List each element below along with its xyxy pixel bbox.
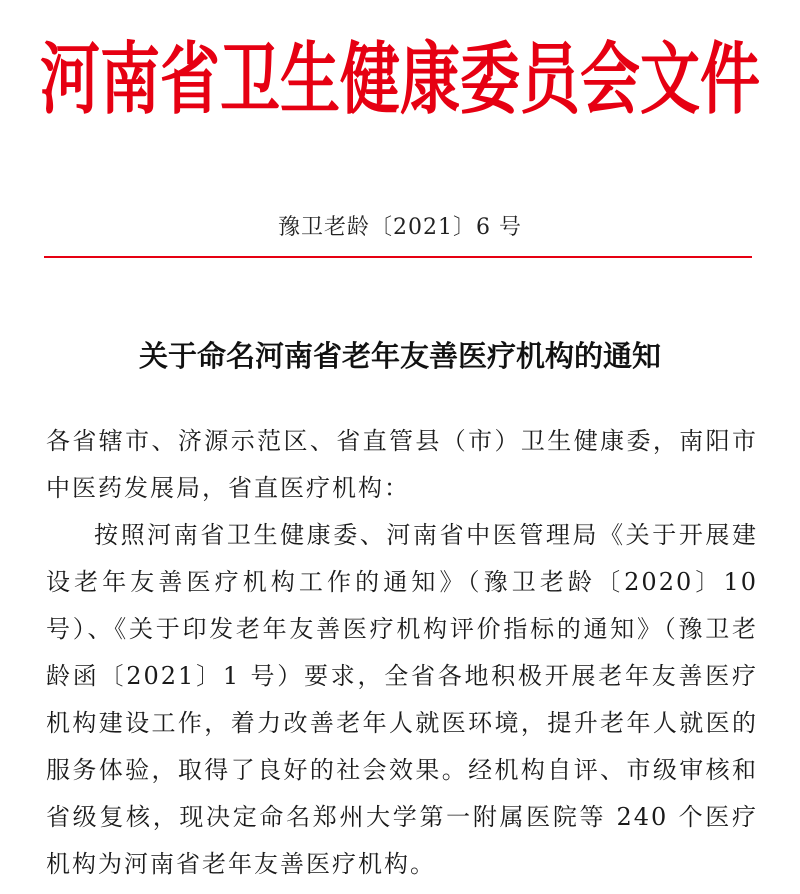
document-title: 关于命名河南省老年友善医疗机构的通知 — [138, 339, 661, 373]
body-paragraph-1: 按照河南省卫生健康委、河南省中医管理局《关于开展建设老年友善医疗机构工作的通知》（豫卫老龄〔2020〕10 号）、《关于印发老年友善医疗机构评价指标的通知》（豫卫老龄函〔2021〕1 号）要求，全省各地积极开展老年友善医疗机构建设工作，着力改善老年人就医环境，提升老年人就医的服务体验，取得了良好的社会效果。经机构自评、市级审核和省级复核，现决定命名郑州大学第一附属医院等 240 个医疗机构为河南省老年友善医疗机构。 — [46, 521, 758, 878]
document-number: 豫卫老龄〔2021〕6 号 — [278, 215, 522, 240]
masthead-text: 河南省卫生健康委员会文件 — [40, 34, 760, 126]
red-divider-line — [44, 256, 752, 258]
document-body — [46, 418, 758, 888]
masthead-title — [0, 30, 800, 130]
salutation-paragraph: 各省辖市、济源示范区、省直管县（市）卫生健康委，南阳市中医药发展局，省直医疗机构： — [46, 427, 758, 502]
